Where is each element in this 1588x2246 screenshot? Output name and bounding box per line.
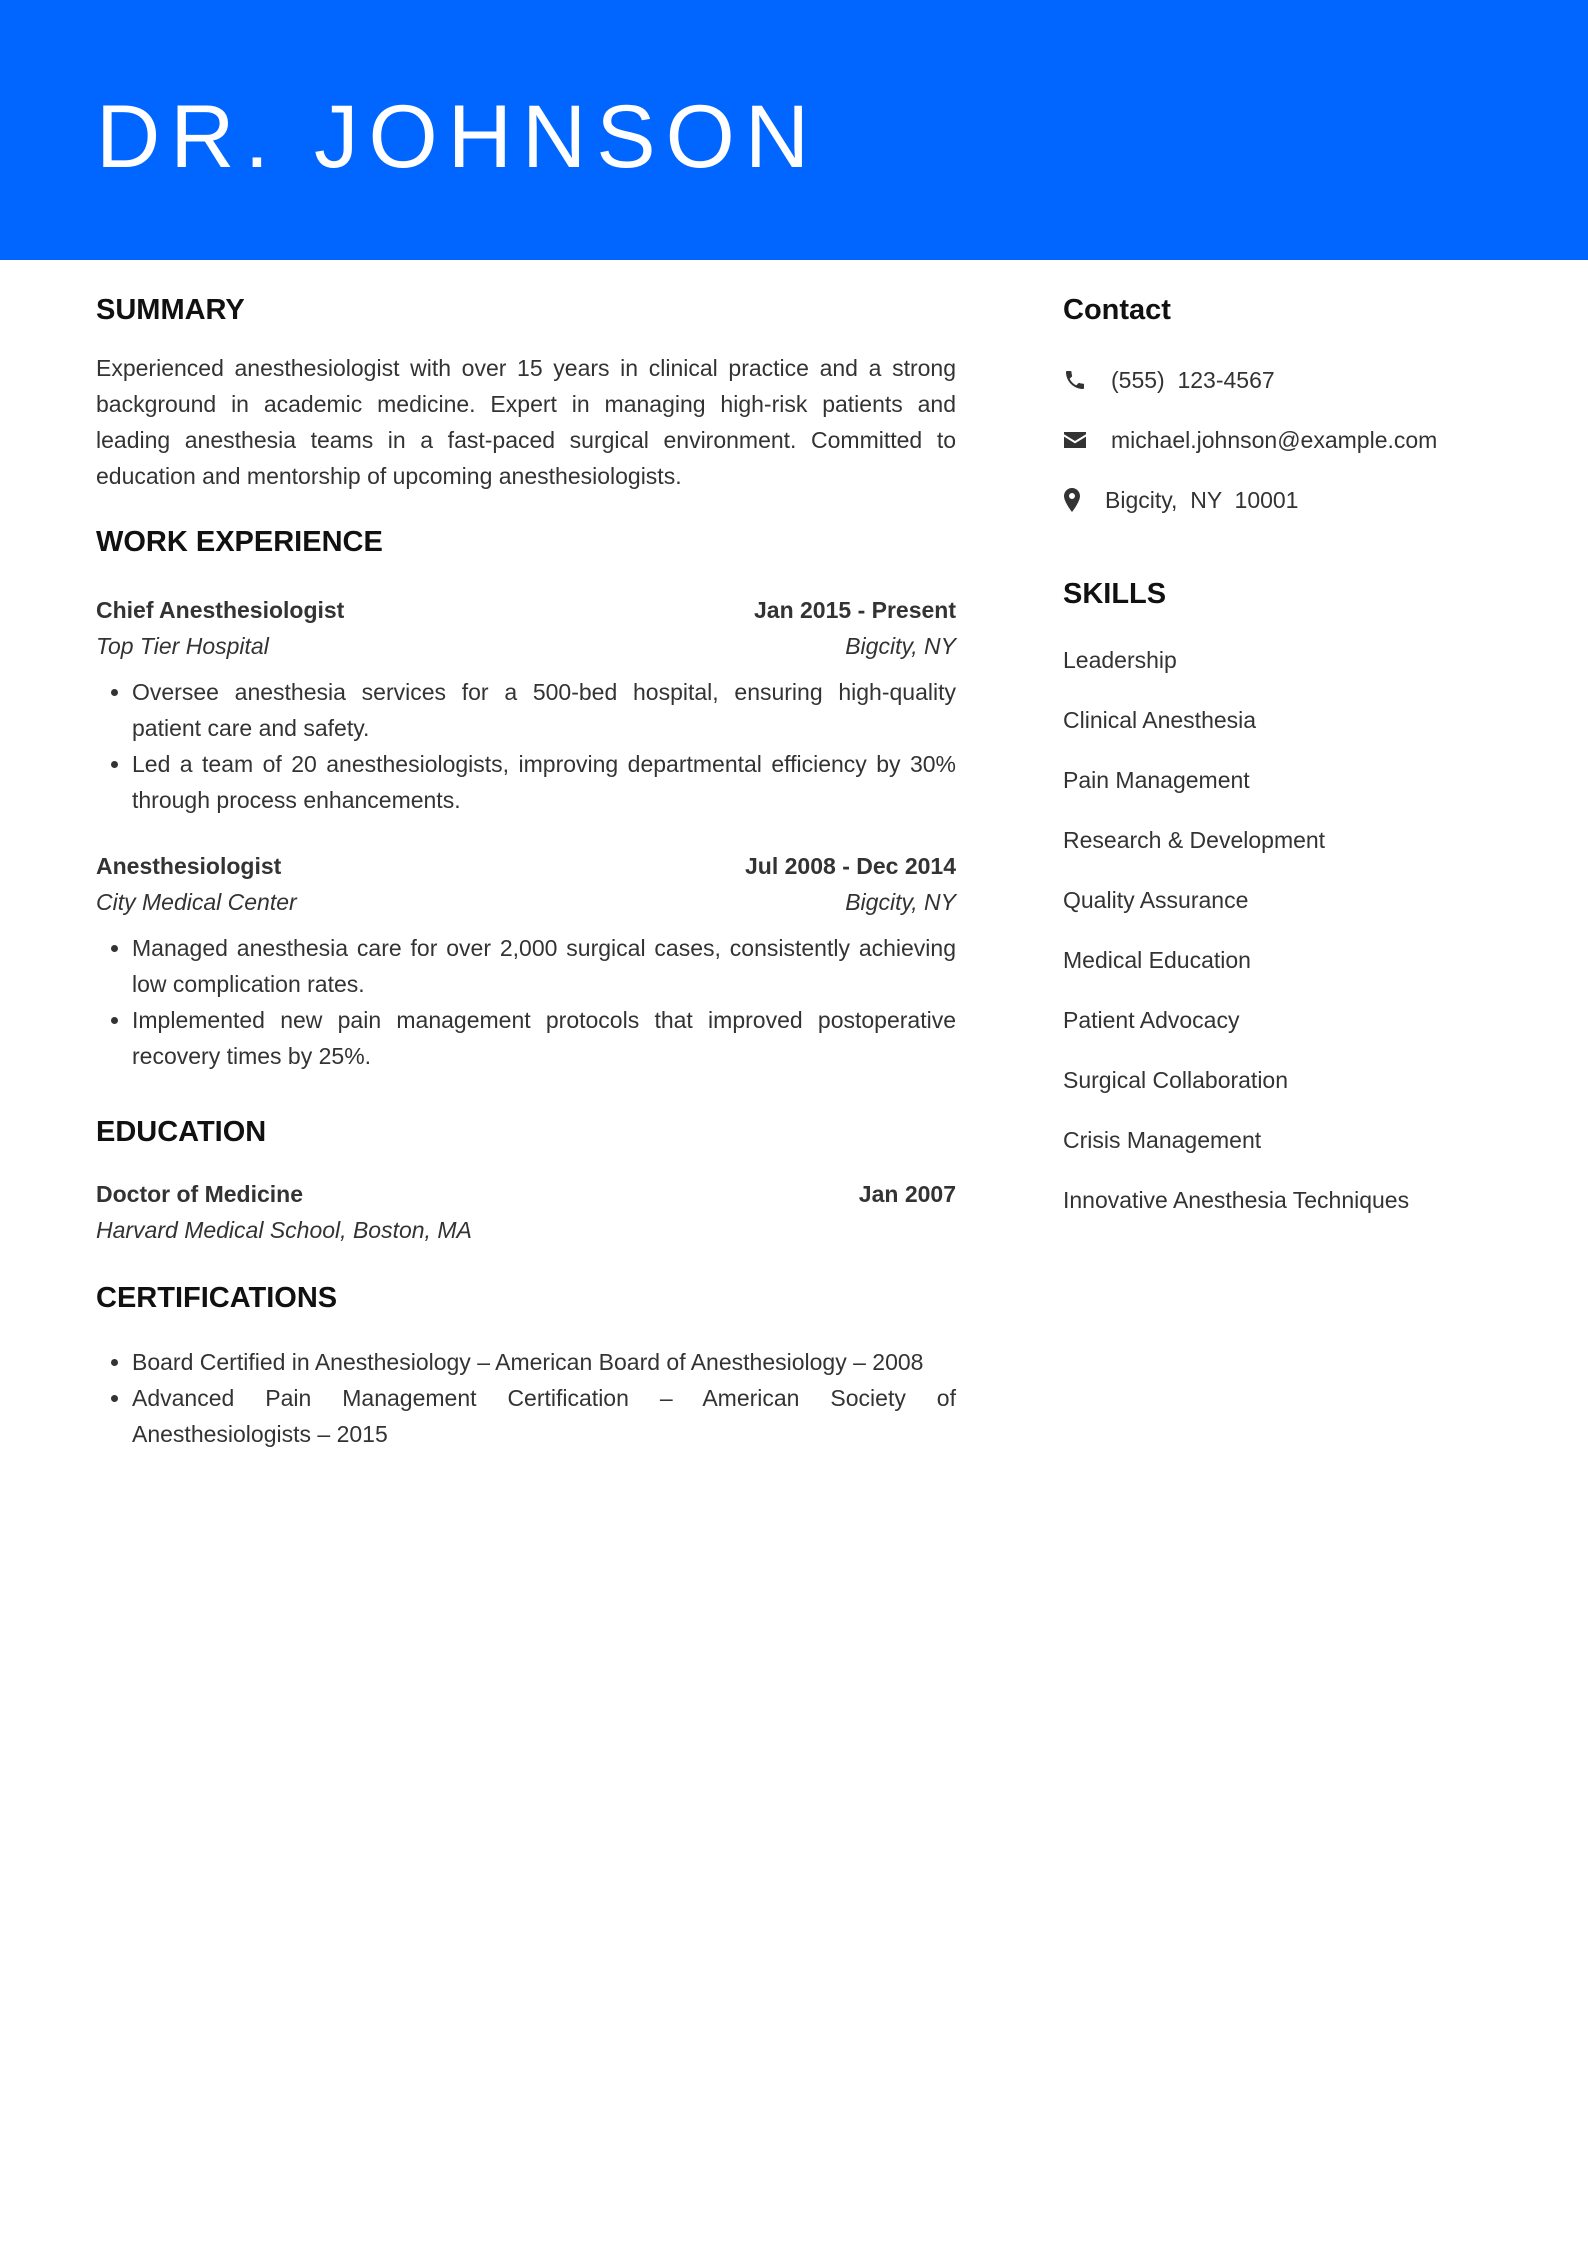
summary-section — [96, 290, 956, 494]
job-bullet: • Oversee anesthesia services for a 500-bed hospital, ensuring high-quality patient care and safety. — [132, 674, 956, 746]
experience-section — [96, 522, 956, 1074]
degree: Doctor of Medicine — [96, 1181, 304, 1207]
certification-item: • Board Certified in Anesthesiology – American Board of Anesthesiology – 2008 — [132, 1344, 956, 1380]
address: Bigcity, NY 10001 — [1105, 487, 1299, 513]
job-dates: Jan 2015 - Present — [753, 597, 956, 623]
education-heading: EDUCATION — [96, 1116, 267, 1148]
skill-item: Clinical Anesthesia — [1063, 707, 1257, 733]
phone-icon — [1063, 368, 1087, 392]
job-entry — [96, 848, 956, 1074]
envelope-icon — [1063, 428, 1087, 452]
job-organization: City Medical Center — [96, 889, 297, 915]
skill-item: Quality Assurance — [1063, 887, 1249, 913]
job-bullets — [96, 930, 956, 1074]
contact-address — [1063, 482, 1523, 518]
skill-item: Pain Management — [1063, 767, 1250, 793]
contact-email — [1063, 422, 1523, 458]
job-bullet: • Managed anesthesia care for over 2,000 surgical cases, consistently achieving low complication rates. — [132, 930, 956, 1002]
phone-number: (555) 123-4567 — [1111, 367, 1275, 393]
summary-text: Experienced anesthesiologist with over 15 years in clinical practice and a strong background in academic medicine. Expert in managing high-risk patients and leading anesthesia teams in a fast-paced surgical environment. Committed to education and mentorship of upcoming anesthesiologists. — [96, 355, 956, 489]
contact-heading: Contact — [1063, 294, 1171, 326]
certifications-heading: CERTIFICATIONS — [96, 1282, 338, 1314]
job-location: Bigcity, NY — [845, 889, 956, 915]
skills-heading: SKILLS — [1063, 578, 1167, 610]
job-entry — [96, 592, 956, 818]
main-column — [96, 290, 956, 1452]
job-organization: Top Tier Hospital — [96, 633, 269, 659]
map-marker-icon — [1063, 488, 1081, 512]
skill-item: Innovative Anesthesia Techniques — [1063, 1187, 1410, 1213]
job-bullet: • Led a team of 20 anesthesiologists, improving departmental efficiency by 30% through process enhancements. — [132, 746, 956, 818]
job-location: Bigcity, NY — [845, 633, 956, 659]
contact-section — [1063, 290, 1523, 518]
education-date: Jan 2007 — [858, 1181, 956, 1207]
skill-item: Crisis Management — [1063, 1127, 1262, 1153]
skill-item: Patient Advocacy — [1063, 1007, 1240, 1033]
header-banner — [0, 0, 1588, 260]
summary-heading: SUMMARY — [96, 294, 245, 326]
job-dates: Jul 2008 - Dec 2014 — [745, 853, 956, 879]
job-bullets — [96, 674, 956, 818]
job-role: Anesthesiologist — [96, 853, 282, 879]
school: Harvard Medical School, Boston, MA — [96, 1217, 472, 1243]
certifications-list — [96, 1344, 956, 1452]
certification-item: • Advanced Pain Management Certification – American Society of Anesthesiologists – 2015 — [132, 1380, 956, 1452]
skill-item: Research & Development — [1063, 827, 1326, 853]
name-title: DR. JOHNSON — [96, 86, 820, 186]
skills-section — [1063, 574, 1523, 1218]
experience-heading: WORK EXPERIENCE — [96, 526, 383, 558]
job-role: Chief Anesthesiologist — [96, 597, 345, 623]
skill-item: Leadership — [1063, 647, 1177, 673]
sidebar-column — [1063, 290, 1523, 1242]
certifications-section — [96, 1278, 956, 1452]
job-bullet: • Implemented new pain management protocols that improved postoperative recovery times by 25%. — [132, 1002, 956, 1074]
skill-item: Surgical Collaboration — [1063, 1067, 1289, 1093]
skill-item: Medical Education — [1063, 947, 1251, 973]
contact-phone — [1063, 362, 1523, 398]
email-address: michael.johnson@example.com — [1111, 427, 1438, 453]
education-section — [96, 1112, 956, 1248]
